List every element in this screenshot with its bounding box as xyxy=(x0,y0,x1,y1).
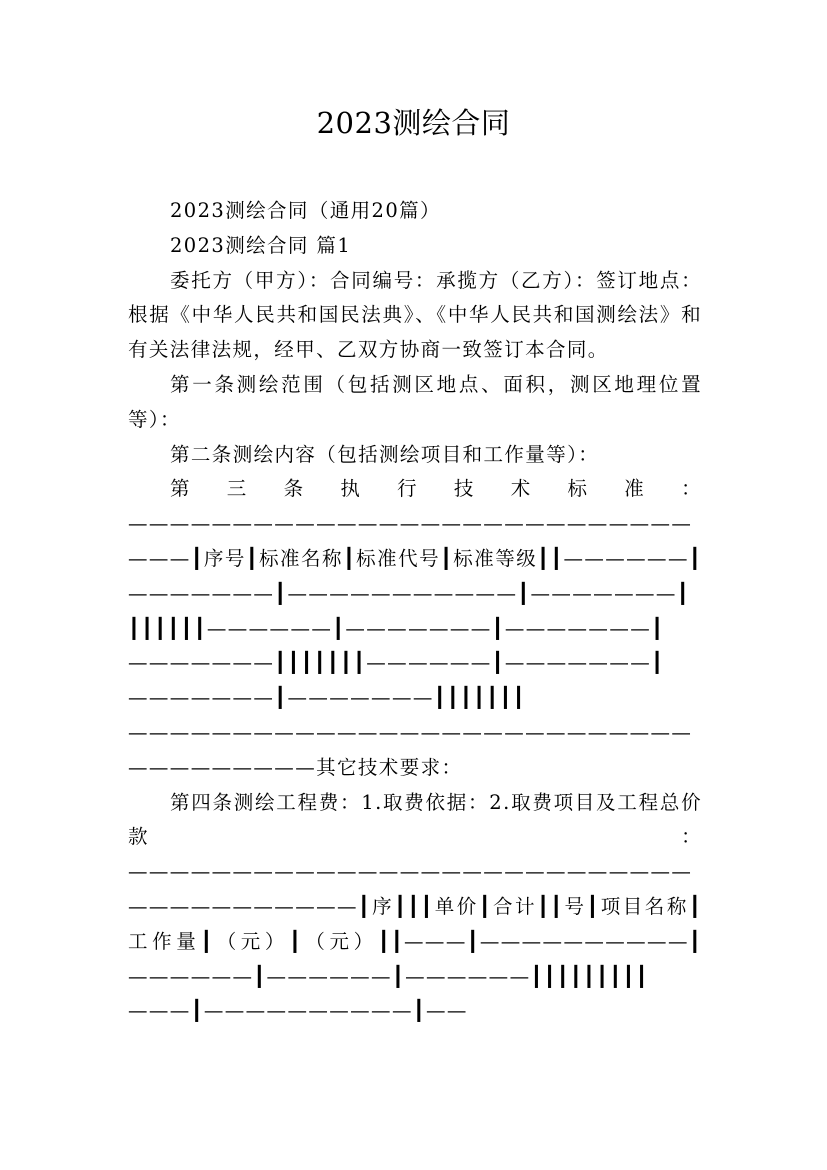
paragraph-chapter-heading: 2023测绘合同 篇1 xyxy=(170,233,352,257)
paragraph-article-3: 第三条执行技术标准：——————————————————————————————┃序号┃标准名称┃标准代号┃标准等级┃┃——————┃———————┃———————————┃———————┃┃┃┃┃┃┃——————┃———————┃———————┃———————┃┃┃┃┃┃┃——————┃———————┃———————┃———————┃┃┃┃┃┃┃————————————————————————————————————其它技术要求： xyxy=(128,477,702,779)
paragraph-article-2: 第二条测绘内容（包括测绘项目和工作量等）： xyxy=(170,442,600,466)
paragraph-article-1: 第一条测绘范围（包括测区地点、面积，测区地理位置等）： xyxy=(128,372,702,431)
document-body xyxy=(128,194,702,1029)
paragraph-collection-title: 2023测绘合同（通用20篇） xyxy=(170,199,441,222)
paragraph-article-4: 第四条测绘工程费：1.取费依据：2.取费项目及工程总价款：——————————————————————————————————————┃序┃┃┃单价┃合计┃┃号┃项目名称┃工作量┃（元）┃（元）┃┃———┃——————————┃——————┃——————┃——————┃┃┃┃┃┃┃┃┃———┃——————————┃—— xyxy=(128,790,702,1023)
document-title: 2023测绘合同 xyxy=(316,106,511,140)
paragraph-parties: 委托方（甲方）：合同编号：承揽方（乙方）：签订地点：根据《中华人民共和国民法典》、《中华人民共和国测绘法》和有关法律法规，经甲、乙双方协商一致签订本合同。 xyxy=(128,268,702,362)
